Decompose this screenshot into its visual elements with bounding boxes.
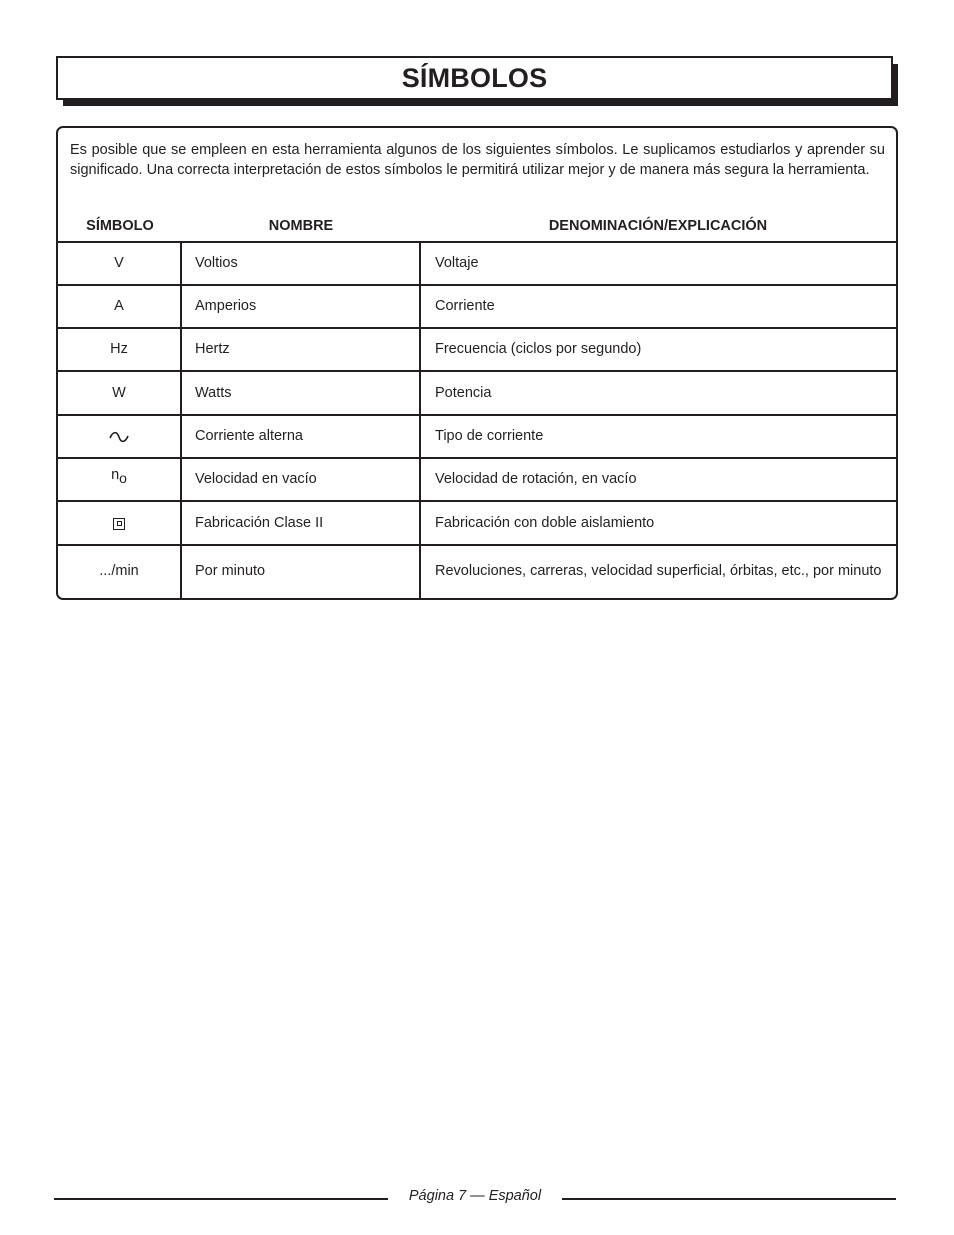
table-row	[58, 414, 896, 458]
page-footer: Página 7 — Español	[408, 1188, 542, 1204]
symbol-cell	[58, 502, 182, 545]
name-cell: Hertz	[182, 329, 421, 371]
column-header-name: NOMBRE	[268, 218, 334, 234]
description-cell: Velocidad de rotación, en vacío	[435, 471, 637, 488]
title-banner	[56, 56, 893, 100]
description-cell: Tipo de corriente	[435, 428, 544, 445]
description-cell: Corriente	[435, 298, 495, 315]
description-cell: Potencia	[435, 384, 492, 401]
table-row	[58, 500, 896, 545]
name-cell: Corriente alterna	[182, 416, 421, 458]
name-cell: Voltios	[182, 243, 421, 285]
footer-rule-right	[562, 1198, 896, 1200]
symbol-cell: A	[58, 286, 182, 328]
table-row	[58, 544, 896, 598]
column-header-description: DENOMINACIÓN/EXPLICACIÓN	[548, 218, 768, 234]
name-cell: Por minuto	[182, 546, 421, 598]
footer-rule-left	[54, 1198, 388, 1200]
name-cell: Fabricación Clase II	[182, 502, 421, 545]
table-row	[58, 457, 896, 501]
symbol-cell: V	[58, 243, 182, 285]
alternating-current-icon	[109, 431, 129, 443]
description-cell: Voltaje	[435, 255, 479, 272]
symbol-cell	[58, 416, 182, 458]
description-cell: Frecuencia (ciclos por segundo)	[435, 341, 642, 358]
column-header-symbol: SÍMBOLO	[86, 218, 154, 234]
name-cell: Amperios	[182, 286, 421, 328]
symbol-cell: W	[58, 372, 182, 415]
intro-paragraph: Es posible que se empleen en esta herramienta algunos de los siguientes símbolos. Le suplicamos estudiarlos y aprender su significado. Una correcta interpretación de estos símbolos le permitirá utilizar mejor y de manera más segura la herramienta.	[70, 142, 885, 178]
symbols-panel	[56, 126, 898, 600]
symbol-cell: Hz	[58, 329, 182, 371]
description-cell: Revoluciones, carreras, velocidad superficial, órbitas, etc., por minuto	[435, 563, 882, 580]
table-row	[58, 370, 896, 415]
double-insulation-icon	[113, 518, 125, 530]
no-load-speed-symbol: $n_o$	[111, 466, 127, 486]
table-row	[58, 327, 896, 371]
table-row	[58, 284, 896, 328]
name-cell: Watts	[182, 372, 421, 415]
symbol-cell	[58, 459, 182, 501]
name-cell: Velocidad en vacío	[182, 459, 421, 501]
table-row	[58, 241, 896, 285]
page-title: SÍMBOLOS	[401, 62, 548, 93]
symbol-cell: .../min	[58, 546, 182, 598]
description-cell: Fabricación con doble aislamiento	[435, 514, 655, 531]
